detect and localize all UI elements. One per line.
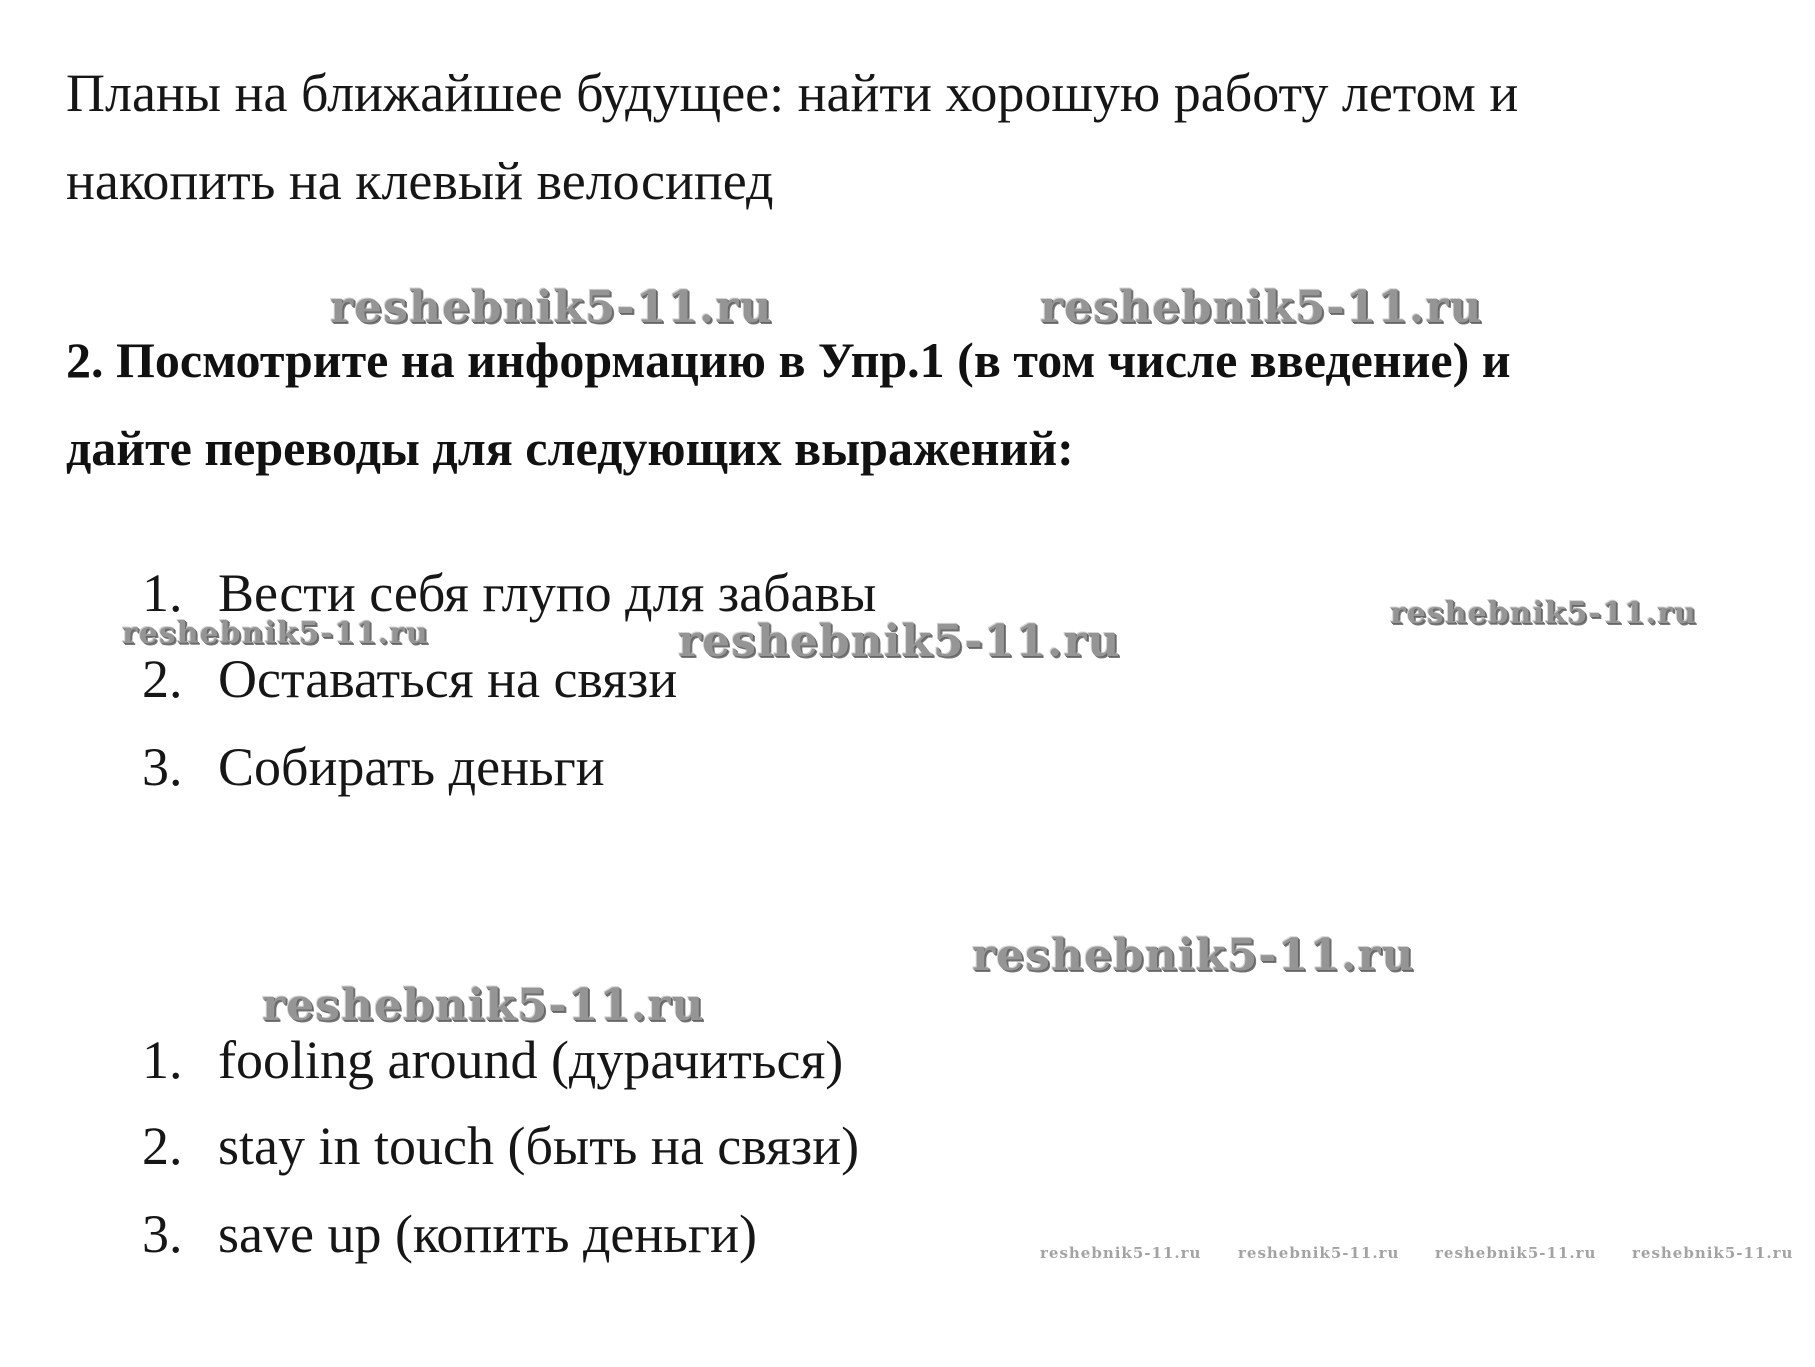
watermark: reshebnik5-11.ru [1632,1244,1794,1262]
list-number: 2. [142,649,183,709]
watermark: reshebnik5-11.ru [1040,282,1483,333]
watermark: reshebnik5-11.ru [330,282,773,333]
task-heading-line-1: 2. Посмотрите на информацию в Упр.1 (в том числе введение) и [66,332,1511,388]
list-number: 3. [142,1204,183,1264]
watermark: reshebnik5-11.ru [1040,1244,1202,1262]
watermark: reshebnik5-11.ru [1390,596,1697,631]
watermark: reshebnik5-11.ru [1435,1244,1597,1262]
list-text: Собирать деньги [218,737,605,797]
watermark: reshebnik5-11.ru [262,980,705,1031]
list-text: Вести себя глупо для забавы [218,563,877,623]
list-text: save up (копить деньги) [218,1204,757,1264]
list-number: 1. [142,563,183,623]
list-number: 3. [142,737,183,797]
list-text: stay in touch (быть на связи) [218,1116,860,1176]
task-heading-line-2: дайте переводы для следующих выражений: [66,420,1074,476]
intro-line-1: Планы на ближайшее будущее: найти хорошую работу летом и [66,63,1519,123]
list-number: 2. [142,1116,183,1176]
watermark: reshebnik5-11.ru [1238,1244,1400,1262]
list-number: 1. [142,1030,183,1090]
list-text: fooling around (дурачиться) [218,1030,844,1090]
watermark: reshebnik5-11.ru [972,930,1415,981]
intro-line-2: накопить на клевый велосипед [66,151,774,211]
watermark: reshebnik5-11.ru [122,616,429,651]
watermark: reshebnik5-11.ru [678,616,1121,667]
list-text: Оставаться на связи [218,649,678,709]
